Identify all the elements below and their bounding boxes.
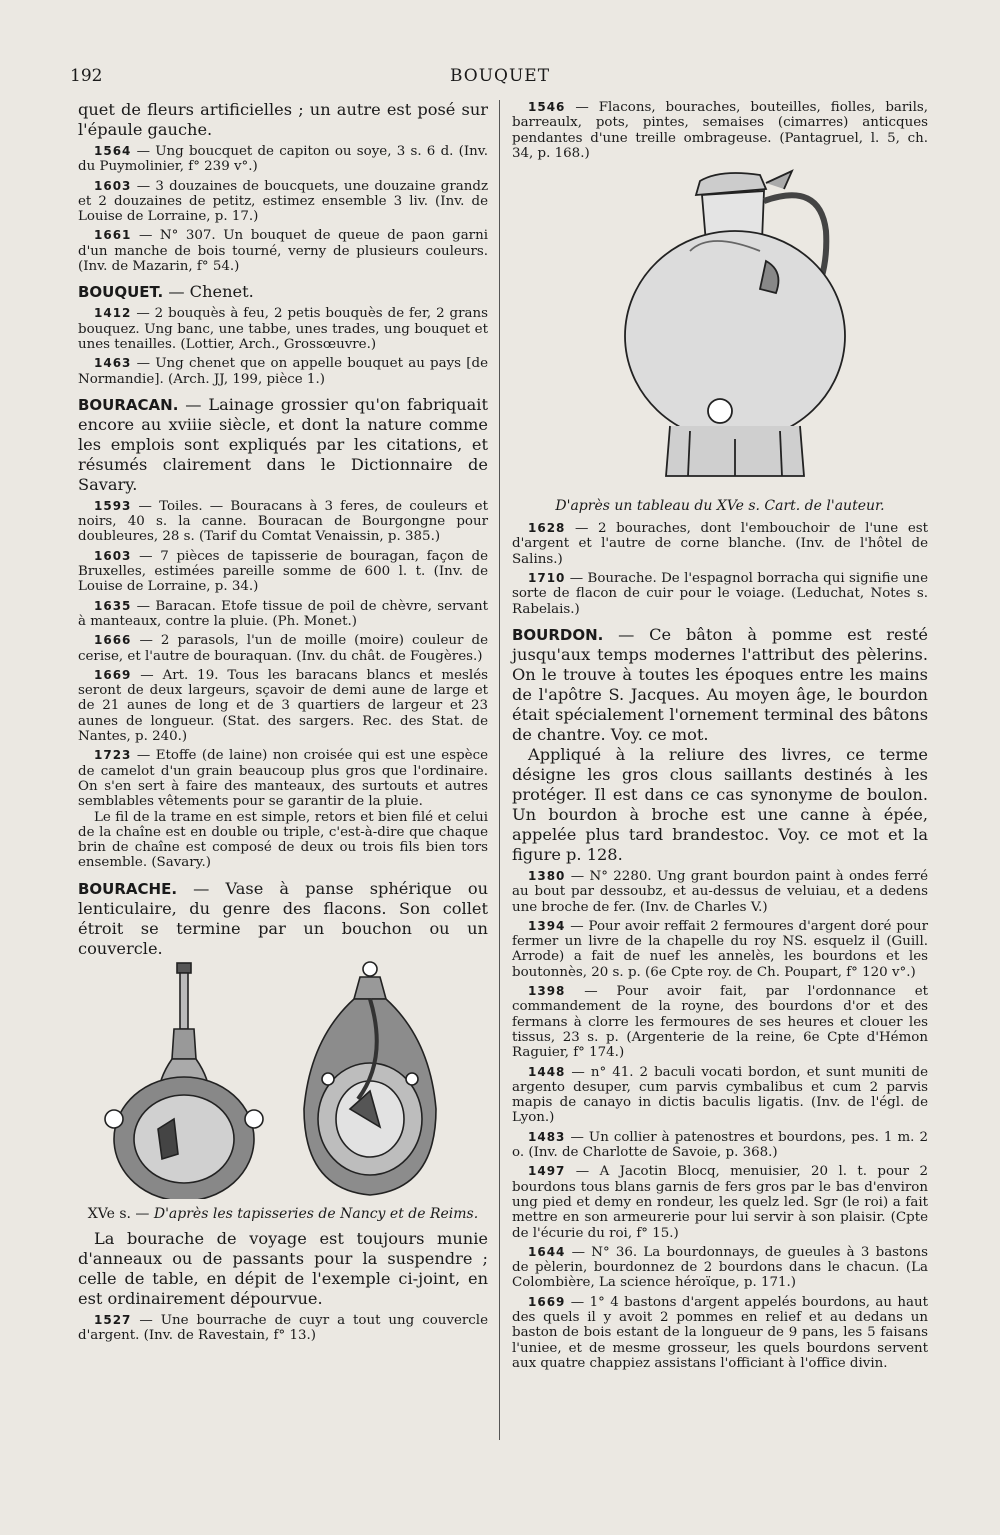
entry-year: 1463 — [94, 356, 132, 371]
entry-text: — 7 pièces de tapisserie de bouragan, façon de Bruxelles, estimées pareille somme de 600 l. t. (Inv. de Louise de Lorraine, p. 34.) — [78, 548, 488, 595]
figure-caption-left — [78, 1205, 488, 1223]
entry-1593 — [78, 499, 488, 545]
entry-1710 — [512, 571, 928, 617]
article-bourdon — [512, 625, 928, 745]
entry-text: — Un collier à patenostres et bourdons, pes. 1 m. 2 o. (Inv. de Charlotte de Savoie, p. 368.) — [512, 1129, 928, 1161]
entry-text: — 2 bouraches, dont l'embouchoir de l'une est d'argent et l'autre de corne blanche. (Inv. de l'hôtel de Salins.) — [512, 521, 928, 567]
entry-1723 — [78, 748, 488, 809]
entry-year: 1398 — [528, 984, 566, 999]
definition: — Lainage grossier qu'on fabriquait encore au xviiie siècle, et dont la nature comme les emplois sont expliqués par les citations, et résumés clairement dans le Dictionnaire de Savary. — [78, 394, 488, 494]
entry-text: — Bourache. De l'espagnol borracha qui signifie une sorte de flacon de cuir pour le voiage. (Leduchat, Notes s. Rabelais.) — [512, 571, 928, 617]
entry-text: — 3 douzaines de boucquets, une douzaine grandz et 2 douzaines de petitz, estimez ensemble 3 liv. (Inv. de Louise de Lorraine, p. 17.) — [78, 178, 488, 225]
entry-text: — Art. 19. Tous les baracans blancs et meslés seront de deux largeurs, sçavoir de demi aune de large et de 21 aunes de long et de 3 quartiers de largeur et 23 aunes de longueur. (Stat. des sargers. Rec. des Stat. de Nantes, p. 240.) — [78, 667, 488, 745]
entry-text: — Pour avoir fait, par l'ordonnance et commandement de la royne, des bourdons d'or et des fermans à clorre les fermoures de ses heures et clouer les tissus, 23 s. p. (Argenterie de la reine, 6e Cpte d'Hémon Raguier, f° 174.) — [512, 984, 928, 1061]
entry-year: 1394 — [528, 918, 566, 933]
entry-year: 1666 — [94, 633, 132, 648]
caption-text: D'après les tapisseries de Nancy et de Reims. — [153, 1205, 479, 1222]
entry-text: — Flacons, bouraches, bouteilles, fiolles, barils, barreaulx, pots, pintes, semaises (cimarres) anticques pendantes d'une treille ombrageuse. (Pantagruel, l. 5, ch. 34, p. 168.) — [512, 100, 928, 161]
entry-year: 1723 — [94, 748, 132, 763]
bourache-paragraph-2: La bourache de voyage est toujours munie d'anneaux ou de passants pour la suspendre ; celle de table, en dépit de l'exemple ci-joint, en est ordinairement dépourvue. — [78, 1228, 488, 1308]
entry-year: 1603 — [94, 178, 132, 193]
entry-1666 — [78, 633, 488, 664]
bourache-tapestry-figure — [88, 959, 478, 1199]
entry-year: 1635 — [94, 598, 132, 613]
article-bouquet-chenet — [78, 282, 488, 302]
entry-1394 — [512, 919, 928, 980]
entry-text: — Ung boucquet de capiton ou soye, 3 s. 6 d. (Inv. du Puymolinier, f° 239 v°.) — [78, 144, 488, 175]
entry-1603 — [78, 179, 488, 225]
entry-1564 — [78, 144, 488, 175]
caption-text: D'après un tableau du XVe s. Cart. de l'auteur. — [555, 498, 885, 515]
entry-1669-right — [512, 1295, 928, 1371]
entry-year: 1593 — [94, 498, 132, 513]
entry-1661 — [78, 228, 488, 274]
right-column — [512, 100, 928, 1371]
entry-year: 1603 — [94, 548, 132, 563]
entry-year: 1628 — [528, 521, 566, 536]
headword: BOURACHE. — [78, 879, 178, 898]
article-bouracan — [78, 395, 488, 495]
entry-text: — n° 41. 2 baculi vocati bordon, et sunt muniti de argento desuper, cum parvis cymbalibus et cum 2 parvis mapis de canayo in dictis baculis ligatis. (Inv. de l'égl. de Lyon.) — [512, 1064, 928, 1126]
entry-year: 1546 — [528, 100, 566, 114]
entry-1669 — [78, 668, 488, 744]
entry-1483 — [512, 1130, 928, 1161]
entry-1644 — [512, 1245, 928, 1291]
entry-year: 1669 — [94, 667, 132, 682]
article-bourache — [78, 879, 488, 959]
entry-1527 — [78, 1313, 488, 1344]
entry-year: 1564 — [94, 144, 132, 158]
entry-1603b — [78, 549, 488, 595]
column-divider — [499, 100, 500, 1440]
caption-lead: XVe s. — — [87, 1205, 154, 1222]
figure-caption-right — [512, 497, 928, 515]
entry-year: 1448 — [528, 1064, 566, 1079]
entry-year: 1412 — [94, 306, 132, 321]
entry-text: — Ung chenet que on appelle bouquet au pays [de Normandie]. (Arch. JJ, 199, pièce 1.) — [78, 356, 488, 387]
entry-1463 — [78, 356, 488, 387]
entry-1380 — [512, 869, 928, 915]
entry-text: — A Jacotin Blocq, menuisier, 20 l. t. pour 2 bourdons tous blans garnis de fers gros par le bas d'environ ung pied et demy en rondeur, les quelz led. Sgr (le roi) a fait mettre en son armeurerie pour lui servir à son plaisir. (Cpte de l'écurie du roi, f° 15.) — [512, 1164, 928, 1241]
entry-1448 — [512, 1065, 928, 1126]
entry-year: 1380 — [528, 868, 566, 883]
entry-1635 — [78, 599, 488, 630]
entry-1546 — [512, 100, 928, 161]
headword: BOURACAN. — [78, 395, 179, 414]
bourache-flask-left — [105, 963, 263, 1199]
entry-year: 1527 — [94, 1312, 132, 1327]
entry-1628 — [512, 521, 928, 567]
entry-year: 1669 — [528, 1294, 566, 1309]
bourdon-paragraph-2: Appliqué à la reliure des livres, ce terme désigne les gros clous saillants destinés à les protéger. Il est dans ce cas synonyme de boulon. Un bourdon à broche est une canne à épée, appelée plus tard brandestoc. Voy. ce mot et la figure p. 128. — [512, 744, 928, 864]
bourache-flask-right — [304, 962, 436, 1195]
left-column — [78, 100, 488, 1343]
definition: — Ce bâton à pomme est resté jusqu'aux temps modernes l'attribut des pèlerins. On le trouve à toutes les époques entre les mains de l'apôtre S. Jacques. Au moyen âge, le bourdon était spécialement l'ornement terminal des bâtons de chantre. Voy. ce mot. — [512, 624, 928, 744]
entry-text: — N° 307. Un bouquet de queue de paon garni d'un manche de bois tourné, verny de plusieurs couleurs. (Inv. de Mazarin, f° 54.) — [78, 228, 488, 275]
entry-year: 1661 — [94, 228, 132, 243]
entry-text: — 1° 4 bastons d'argent appelés bourdons, au haut des quels il y avoit 2 pommes en relief et au dedans un baston de bois estant de la longueur de 9 pans, les 5 faisans l'uniee, et de mesme grosseur, les quels bourdons servent aux quatre chappiez assistans l'officiant à l'office divin. — [512, 1294, 928, 1371]
headword: BOUQUET. — [78, 283, 164, 302]
bourache-jug-drawing — [625, 171, 845, 476]
entry-text: — Baracan. Etofe tissue de poil de chèvre, servant à manteaux, contre la pluie. (Ph. Monet.) — [78, 598, 488, 629]
page-number: 192 — [70, 66, 103, 86]
entry-1398 — [512, 984, 928, 1060]
definition: — Vase à panse sphérique ou lenticulaire, du genre des flacons. Son collet étroit se termine par un bouchon ou un couvercle. — [78, 878, 488, 958]
headword: BOURDON. — [512, 625, 604, 644]
entry-text: — N° 2280. Ung grant bourdon paint à ondes ferré au bout par dessoubz, et au-dessus de veluiau, et a dedens une broche de fer. (Inv. de Charles V.) — [512, 868, 928, 915]
entry-text: — N° 36. La bourdonnays, de gueules à 3 bastons de pèlerin, bourdonnez de 2 bourdons dans le chacun. (La Colombière, La science héroïque, p. 171.) — [512, 1244, 928, 1291]
entry-text: — Etoffe (de laine) non croisée qui est une espèce de camelot d'un grain beaucoup plus gros que l'ordinaire. On s'en sert à faire des manteaux, des surtouts et autres semblables vêtements pour se garantir de la pluie. — [78, 748, 488, 810]
entry-year: 1710 — [528, 571, 566, 586]
running-title: BOUQUET — [449, 66, 551, 86]
page-header — [70, 62, 930, 92]
continued-paragraph: quet de fleurs artificielles ; un autre est posé sur l'épaule gauche. — [78, 100, 488, 139]
definition: — Chenet. — [163, 282, 254, 302]
entry-1723-continued: Le fil de la trame en est simple, retors et bien filé et celui de la chaîne est en double ou triple, c'est-à-dire que chaque brin de chaîne est composé de deux ou trois fils bien tors ensemble. (Savary.) — [78, 809, 488, 871]
entry-1412 — [78, 306, 488, 352]
entry-text: — Toiles. — Bouracans à 3 feres, de couleurs et noirs, 40 s. la canne. Bouracan de Bourgongne pour doubleures, 28 s. (Tarif du Comtat Venaissin, p. 385.) — [78, 498, 488, 545]
entry-year: 1644 — [528, 1244, 566, 1259]
entry-1497 — [512, 1164, 928, 1240]
entry-year: 1497 — [528, 1164, 566, 1179]
entry-text: — Pour avoir reffait 2 fermoures d'argent doré pour fermer un livre de la chapelle du roy NS. esquelz il (Guill. Arrode) a fait de nuef les annelès, les bourdons et les boutonnès, 20 s. p. (6e Cpte roy. de Ch. Poupart, f° 120 v°.) — [512, 918, 928, 980]
entry-text: — 2 bouquès à feu, 2 petis bouquès de fer, 2 grans bouquez. Ung banc, une tabbe, unes trades, ung bouquet et unes tenailles. (Lottier, Arch., Grossœuvre.) — [78, 306, 488, 352]
entry-year: 1483 — [528, 1129, 566, 1144]
bourache-jug-figure — [570, 161, 870, 491]
entry-text: — Une bourrache de cuyr a tout ung couvercle d'argent. (Inv. de Ravestain, f° 13.) — [78, 1312, 488, 1343]
entry-text: — 2 parasols, l'un de moille (moire) couleur de cerise, et l'autre de bouraquan. (Inv. du chât. de Fougères.) — [78, 633, 488, 664]
